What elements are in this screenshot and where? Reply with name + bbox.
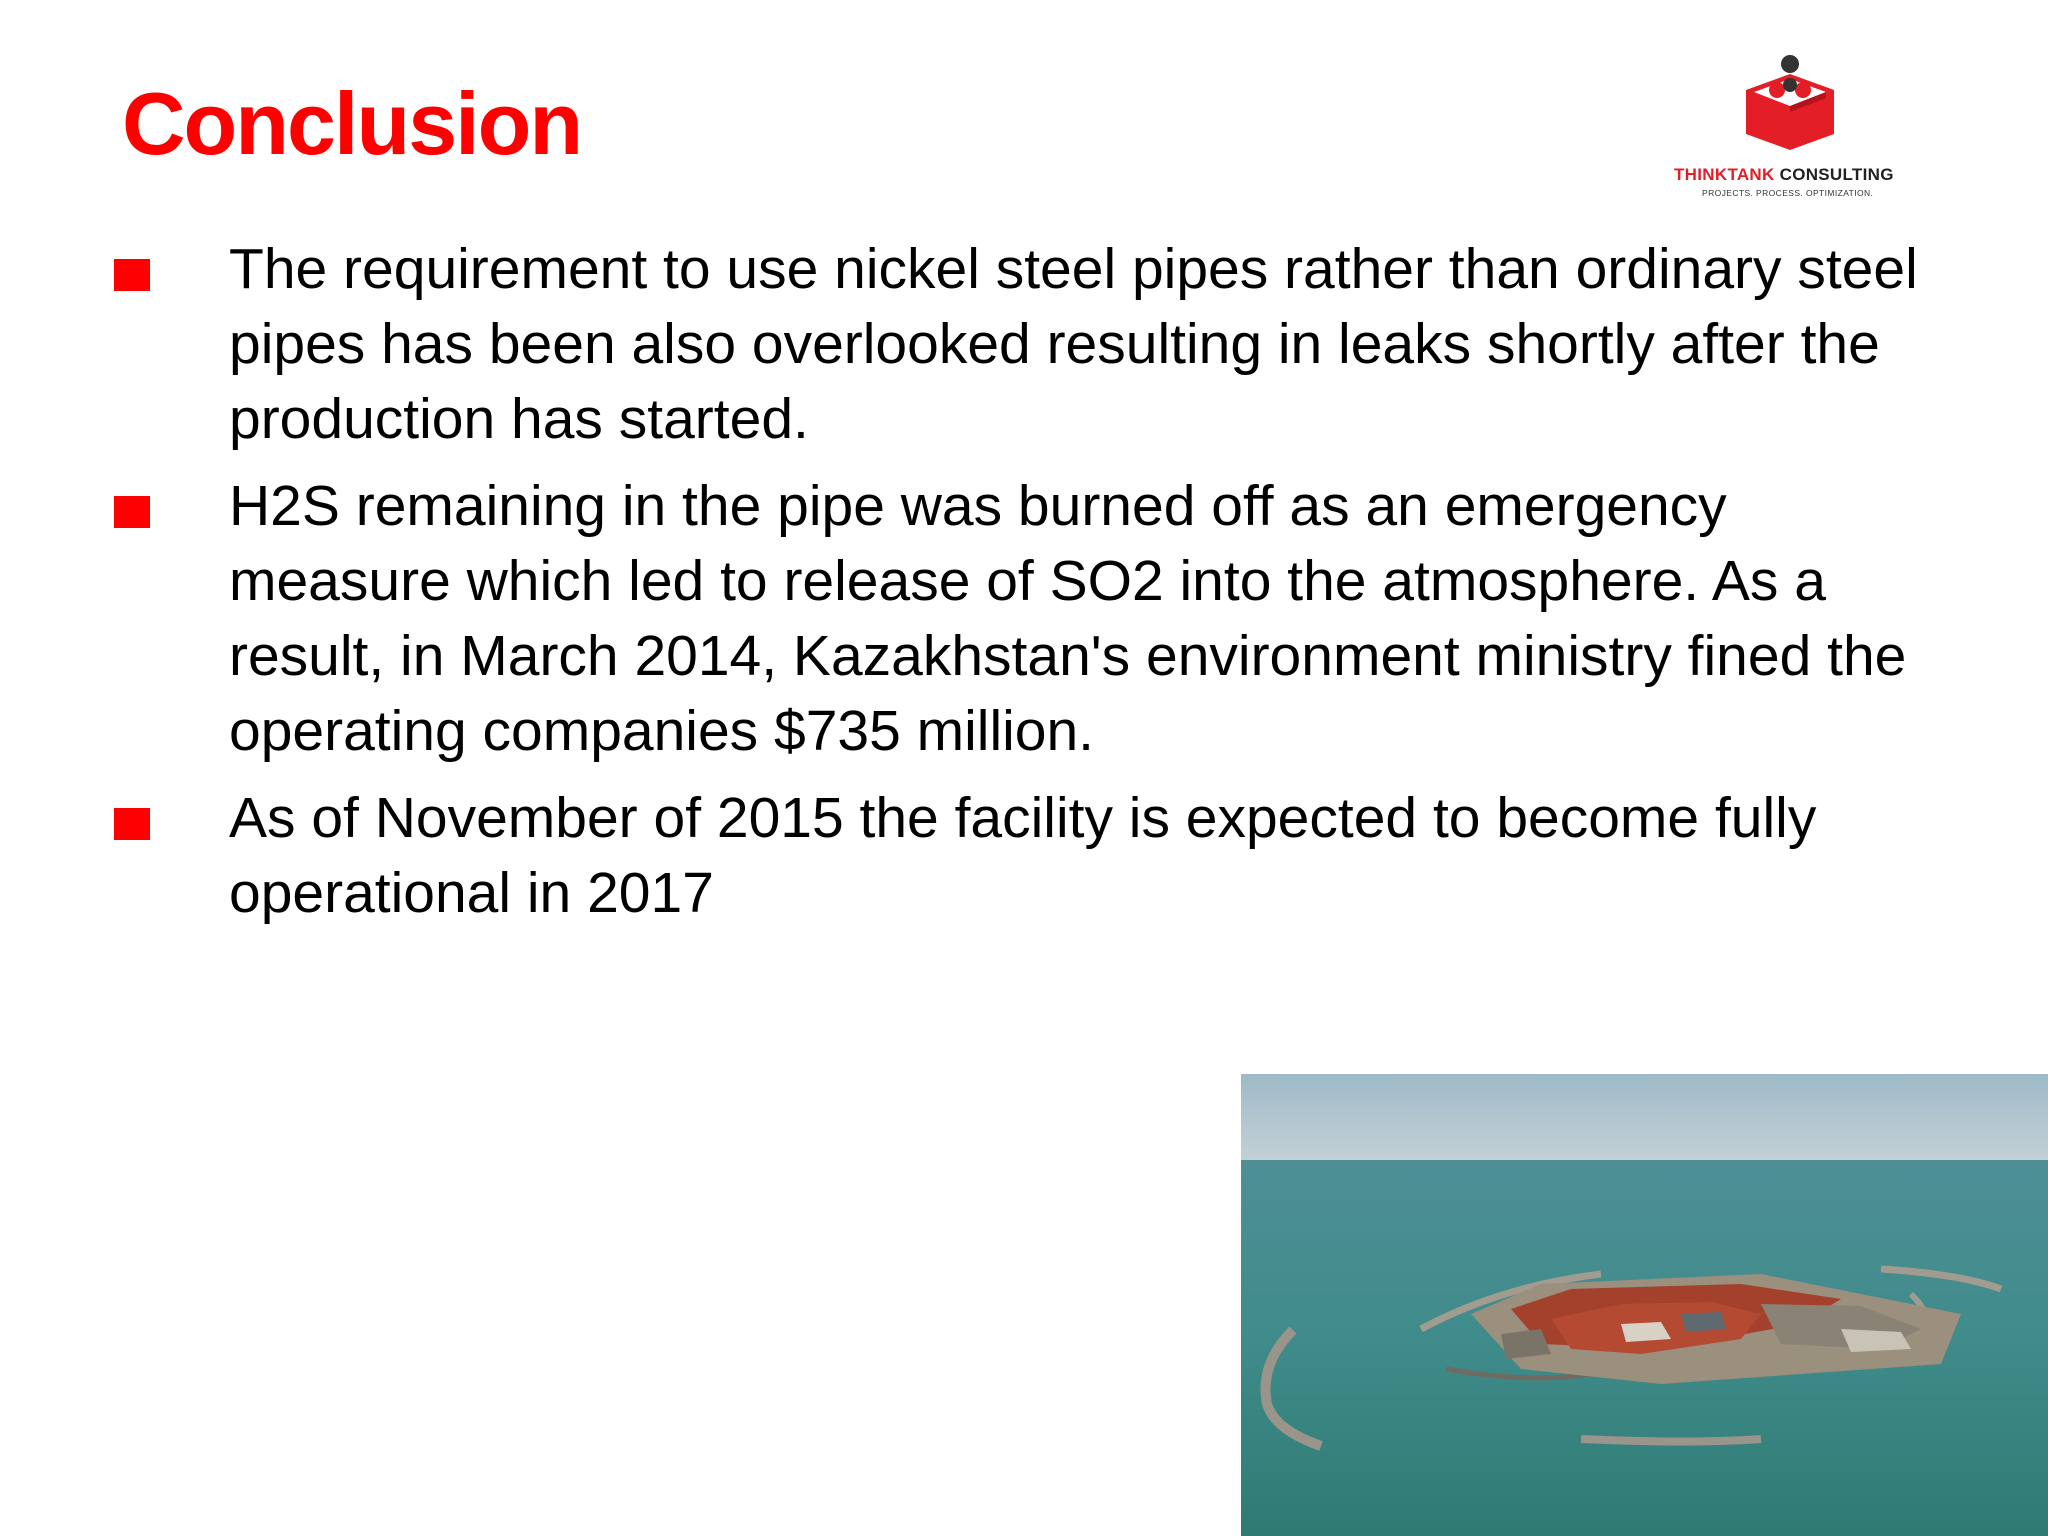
square-bullet-icon [114, 259, 150, 291]
logo-name: THINKTANK CONSULTING [1674, 165, 1894, 184]
square-bullet-icon [114, 496, 150, 528]
offshore-island-photo [1241, 1074, 2048, 1536]
bullet-list [112, 232, 1962, 943]
bullet-text: As of November of 2015 the facility is expected to become fully operational in 2017 [229, 786, 1817, 925]
logo-tagline: PROJECTS. PROCESS. OPTIMIZATION. [1702, 188, 1874, 198]
bullet-item [112, 781, 1962, 931]
offshore-facility-image [1241, 1074, 2048, 1536]
logo-cube-icon [1710, 54, 1870, 154]
thinktank-logo [1660, 54, 1940, 204]
bullet-text: H2S remaining in the pipe was burned off as an emergency measure which led to release of SO2 into the atmosphere. As a result, in March 2014, Kazakhstan's environment ministry fined the operating companies $735 million. [229, 474, 1907, 763]
bullet-text: The requirement to use nickel steel pipes rather than ordinary steel pipes has been also overlooked resulting in leaks shortly after the production has started. [229, 237, 1918, 451]
slide-title: Conclusion [122, 74, 582, 173]
bullet-item [112, 232, 1962, 457]
square-bullet-icon [114, 808, 150, 840]
bullet-item [112, 469, 1962, 769]
